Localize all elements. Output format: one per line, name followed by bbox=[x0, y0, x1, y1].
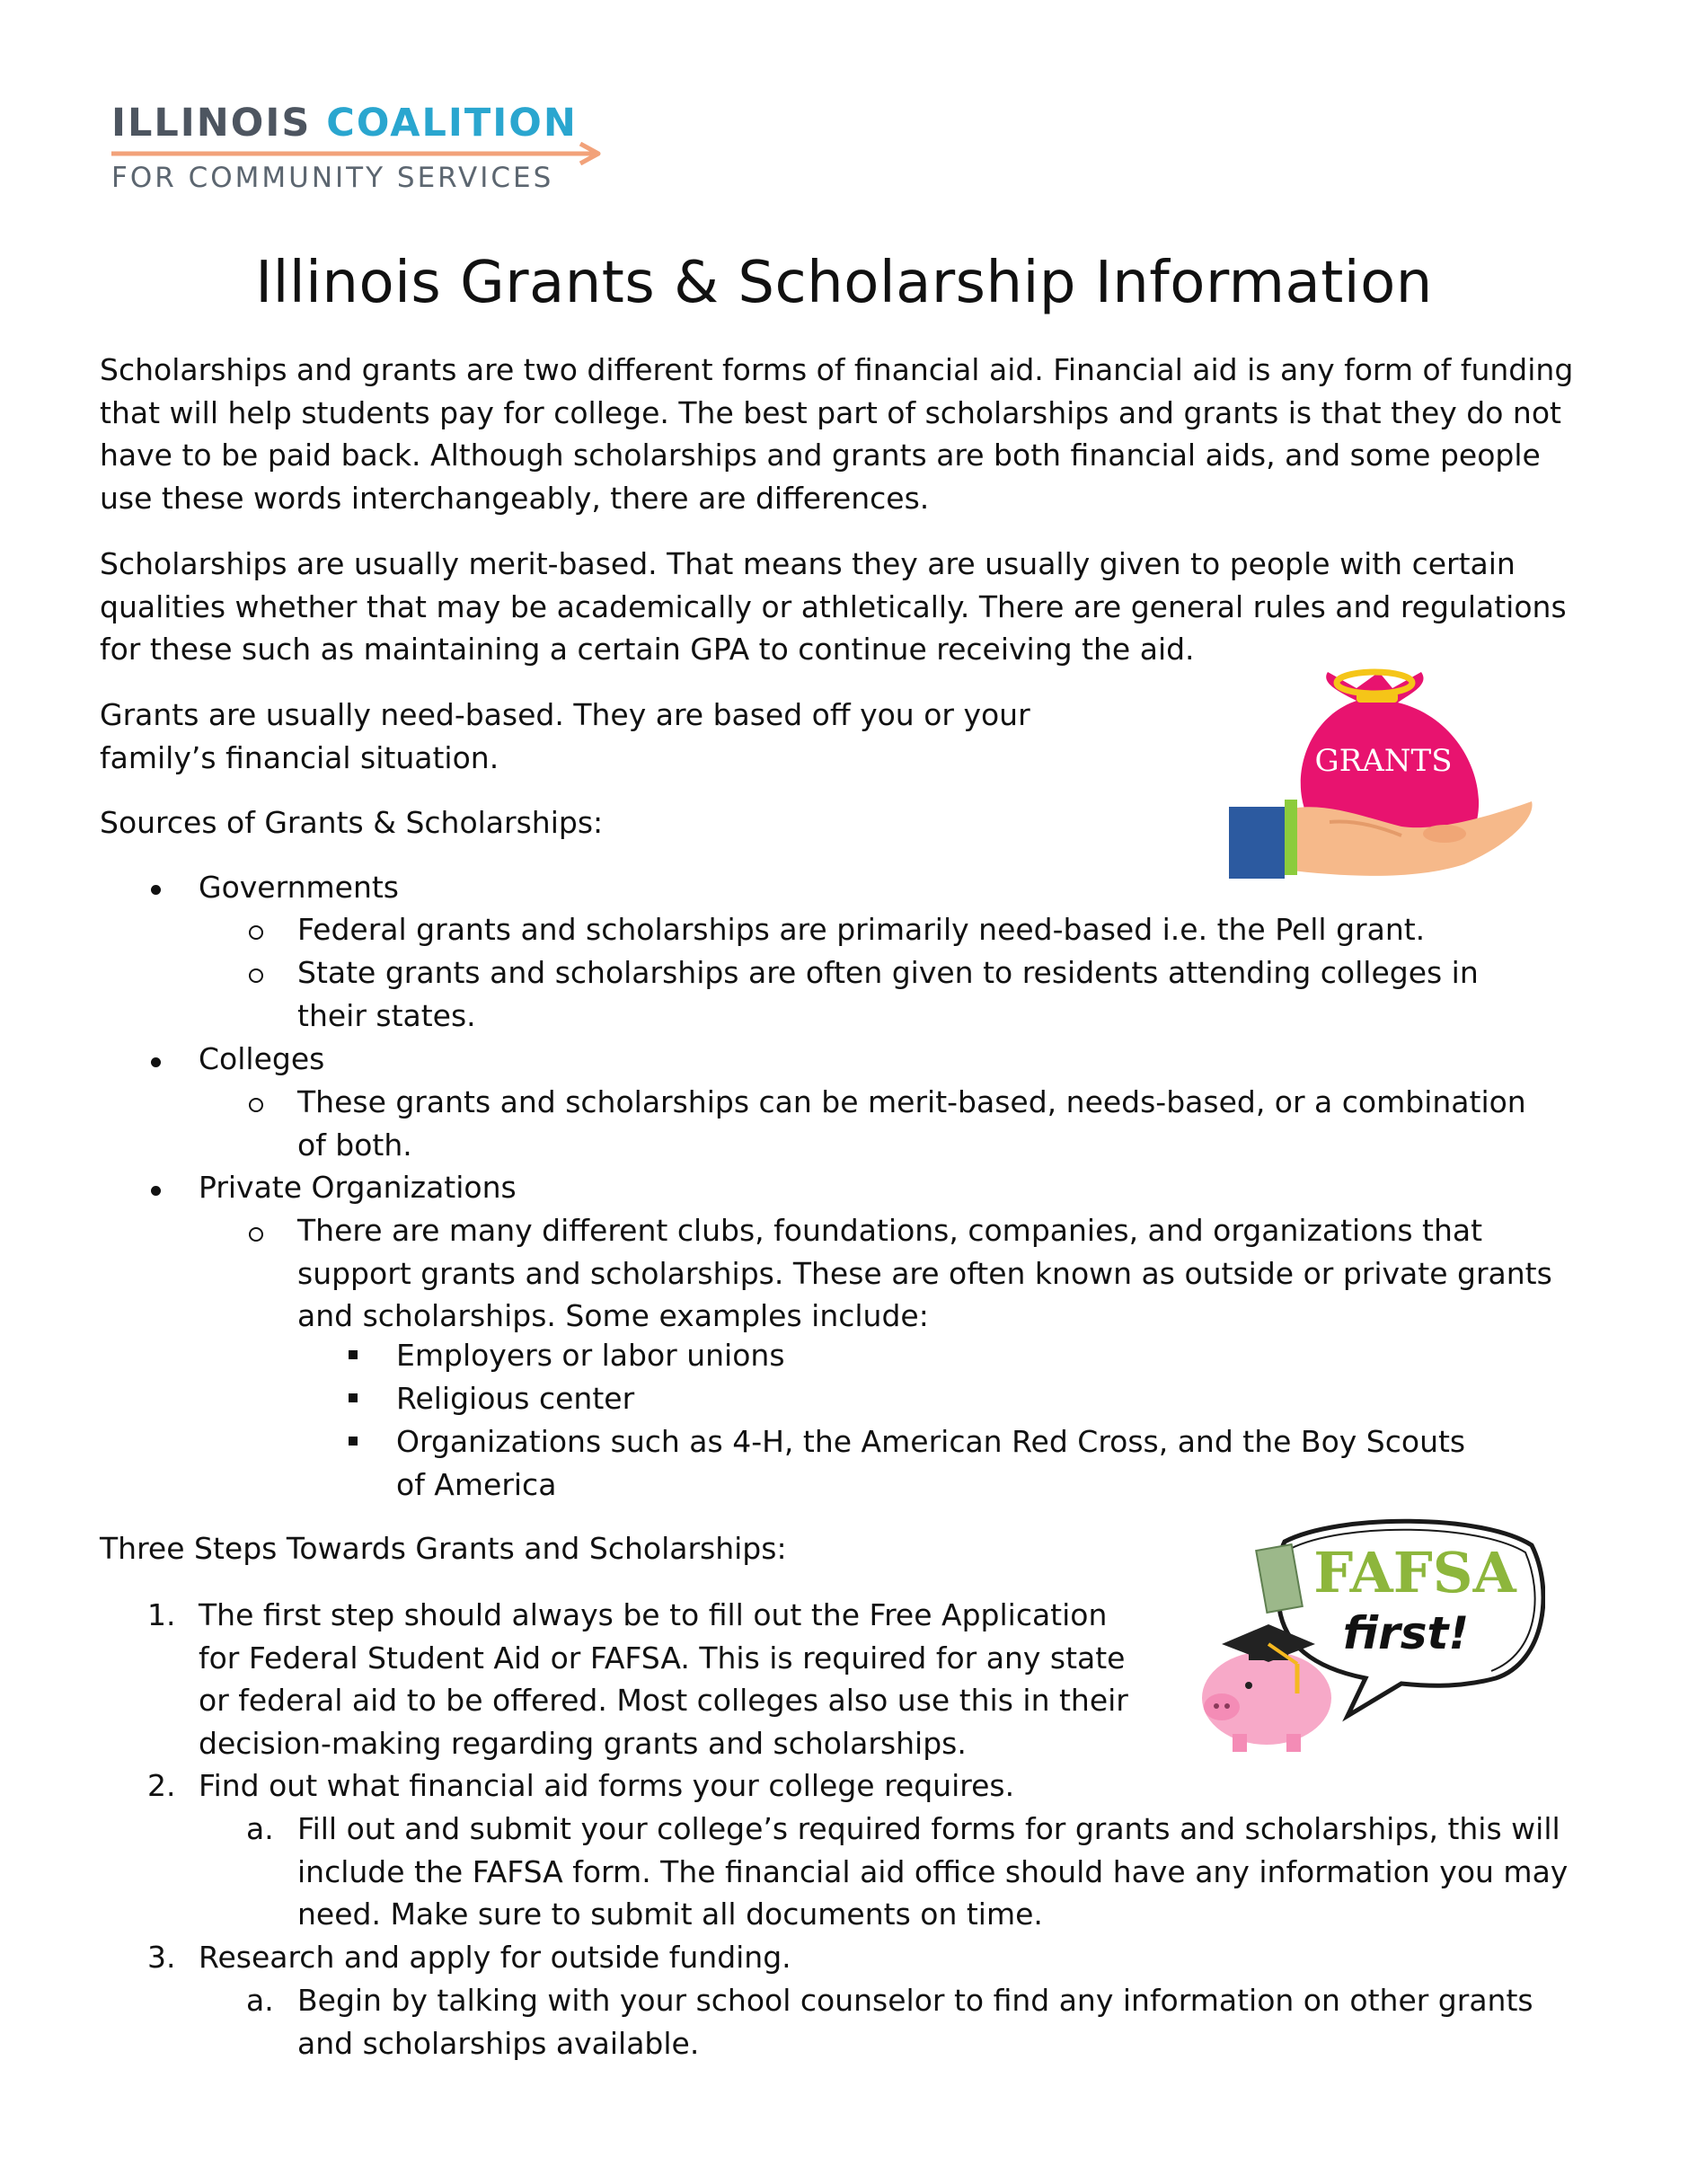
example-religious-center: Religious center bbox=[396, 1381, 635, 1416]
bullet-dot bbox=[151, 1057, 161, 1067]
step-2a-text: Fill out and submit your college’s required forms for grants and scholarships, this will include the FAFSA form. The financial aid office should have any information you may need. Make sure to submit all documents on time. bbox=[297, 1811, 1569, 1932]
bullet-circle bbox=[249, 968, 263, 983]
substep-letter: a. bbox=[246, 1983, 274, 2018]
substep-letter: a. bbox=[246, 1811, 274, 1846]
logo-word-illinois: ILLINOIS bbox=[111, 101, 312, 146]
logo-tagline: FOR COMMUNITY SERVICES bbox=[111, 162, 554, 194]
bullet-dot bbox=[151, 885, 161, 895]
bullet-circle bbox=[249, 1227, 263, 1242]
bullet-square bbox=[349, 1393, 358, 1402]
source-private-detail: There are many different clubs, foundations, companies, and organizations that support grants and scholarships. These are often known as outside or private grants and scholarships. Some examples include: bbox=[297, 1213, 1552, 1333]
intro-paragraph-2: Scholarships are usually merit-based. That means they are usually given to people with certain qualities whether that may be academically or athletically. There are general rules and regulations for these such as maintaining a certain GPA to continue receiving the aid. bbox=[100, 546, 1567, 667]
source-private-organizations: Private Organizations bbox=[199, 1170, 517, 1205]
grants-bag-label: GRANTS bbox=[1314, 743, 1453, 779]
grants-bag-illustration bbox=[1222, 665, 1563, 880]
fafsa-first-illustration bbox=[1186, 1509, 1545, 1761]
step-3-text: Research and apply for outside funding. bbox=[199, 1940, 791, 1975]
step-number: 3. bbox=[147, 1940, 176, 1975]
logo-word-coalition: COALITION bbox=[326, 101, 578, 146]
step-2-text: Find out what financial aid forms your college requires. bbox=[199, 1768, 1015, 1803]
example-organizations: Organizations such as 4-H, the American Red Cross, and the Boy Scouts of America bbox=[396, 1424, 1466, 1502]
bullet-circle bbox=[249, 925, 263, 940]
intro-paragraph-3: Grants are usually need-based. They are based off you or your family’s financial situation. bbox=[100, 697, 1030, 775]
organization-logo bbox=[111, 101, 614, 199]
page-title: Illinois Grants & Scholarship Information bbox=[255, 250, 1433, 316]
bullet-circle bbox=[249, 1098, 263, 1112]
fafsa-label: FAFSA bbox=[1313, 1540, 1516, 1605]
intro-paragraph-1: Scholarships and grants are two different forms of financial aid. Financial aid is any form of funding that will help students pay for college. The best part of scholarships and grants is that they do not have to be paid back. Although scholarships and grants are both financial aids, and some people use these words interchangeably, there are differences. bbox=[100, 352, 1574, 516]
steps-heading: Three Steps Towards Grants and Scholarships: bbox=[100, 1531, 787, 1566]
sources-heading: Sources of Grants & Scholarships: bbox=[100, 805, 604, 840]
bullet-square bbox=[349, 1437, 358, 1446]
source-governments: Governments bbox=[199, 870, 399, 905]
bullet-dot bbox=[151, 1186, 161, 1196]
step-number: 1. bbox=[147, 1597, 176, 1632]
source-governments-federal: Federal grants and scholarships are primarily need-based i.e. the Pell grant. bbox=[297, 912, 1426, 947]
bullet-square bbox=[349, 1350, 358, 1359]
source-governments-state: State grants and scholarships are often given to residents attending colleges in their states. bbox=[297, 955, 1479, 1033]
step-number: 2. bbox=[147, 1768, 176, 1803]
source-colleges-detail: These grants and scholarships can be merit-based, needs-based, or a combination of both. bbox=[297, 1084, 1526, 1163]
source-colleges: Colleges bbox=[199, 1041, 325, 1076]
logo-line-1 bbox=[111, 101, 578, 146]
step-3a-text: Begin by talking with your school counselor to find any information on other grants and scholarships available. bbox=[297, 1983, 1533, 2061]
first-label: first! bbox=[1342, 1607, 1470, 1659]
example-employers: Employers or labor unions bbox=[396, 1338, 785, 1373]
step-1-text: The first step should always be to fill out the Free Application for Federal Student Aid or FAFSA. This is required for any state or federal aid to be offered. Most colleges also use this in their decision-making regarding grants and scholarships. bbox=[199, 1597, 1128, 1761]
